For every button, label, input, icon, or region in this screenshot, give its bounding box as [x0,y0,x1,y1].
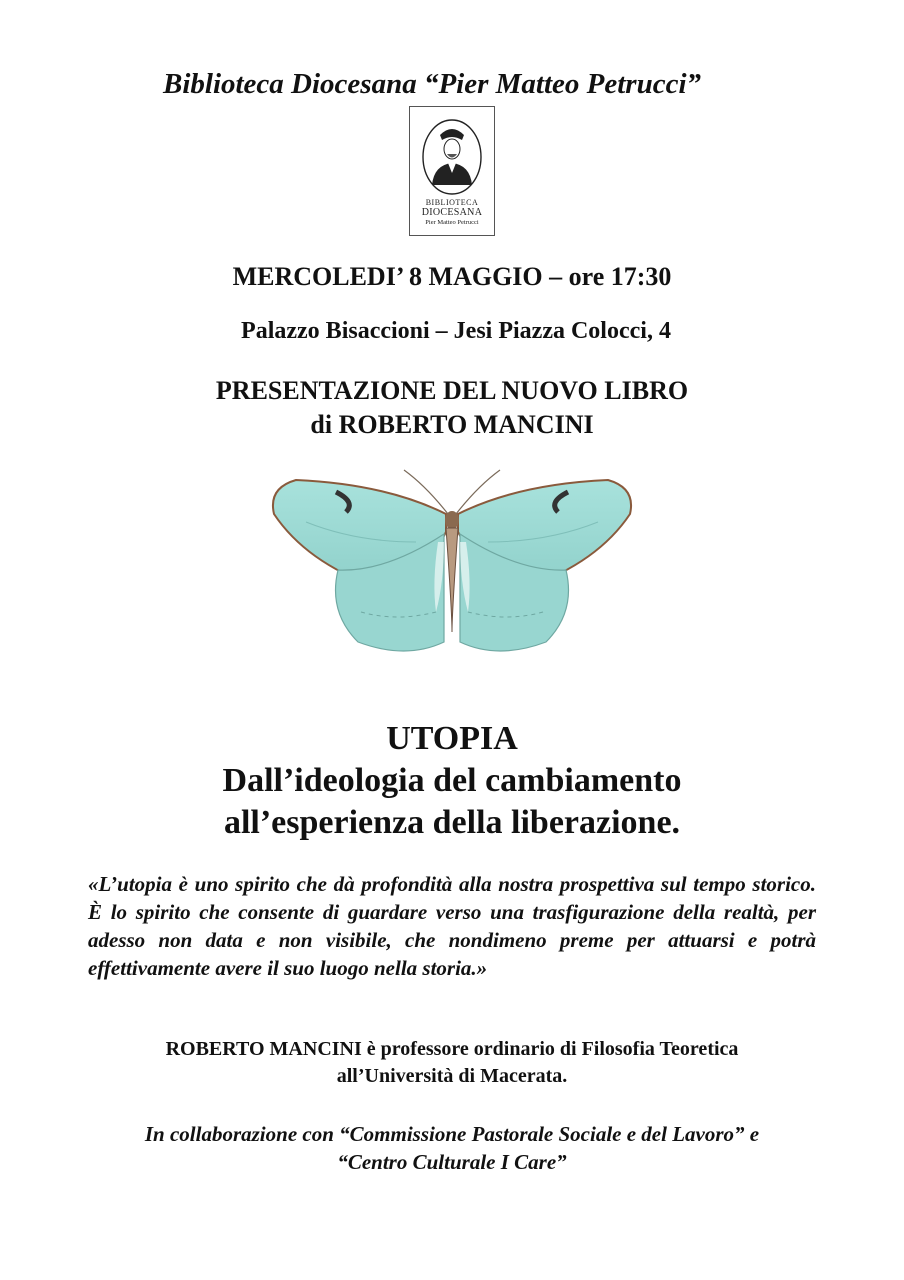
book-quote: «L’utopia è uno spirito che dà profondità alla nostra prospettiva sul tempo storico. È lo spirito che consente di guardare verso una trasfigurazione della realtà, per adesso non data e non visibile, che nondimeno preme per attuarsi e potrà effettivamente avere il suo luogo nella storia.» [88,872,816,980]
library-title: Biblioteca Diocesana “Pier Matteo Petrucci” [162,68,702,100]
collaboration-line-1: In collaborazione con “Commissione Pastorale Sociale e del Lavoro” e [144,1122,760,1146]
presentation-line-1: PRESENTAZIONE DEL NUOVO LIBRO [215,376,689,405]
book-title: UTOPIA [386,720,518,757]
book-subtitle-2: all’esperienza della liberazione. [223,804,681,841]
event-venue: Palazzo Bisaccioni – Jesi Piazza Colocci, 4 [241,318,671,344]
logo-text-1: BIBLIOTECA [425,198,479,207]
author-bio [0,1036,904,1090]
author-bio-line-1: ROBERTO MANCINI è professore ordinario di Filosofia Teoretica [165,1038,739,1060]
book-title-block [0,718,904,844]
collaboration-note [0,1120,904,1176]
collaboration-line-2: “Centro Culturale I Care” [337,1150,567,1174]
author-bio-line-2: all’Università di Macerata. [336,1065,568,1087]
presentation-line-2: di ROBERTO MANCINI [310,410,594,439]
butterfly-illustration [266,462,638,662]
logo-text-2: DIOCESANA [421,207,483,218]
book-subtitle-1: Dall’ideologia del cambiamento [222,762,682,799]
presentation-heading [0,374,904,442]
logo-text-3: Pier Matteo Petrucci [425,219,479,226]
library-logo [409,106,495,236]
event-date-time: MERCOLEDI’ 8 MAGGIO – ore 17:30 [232,262,672,291]
